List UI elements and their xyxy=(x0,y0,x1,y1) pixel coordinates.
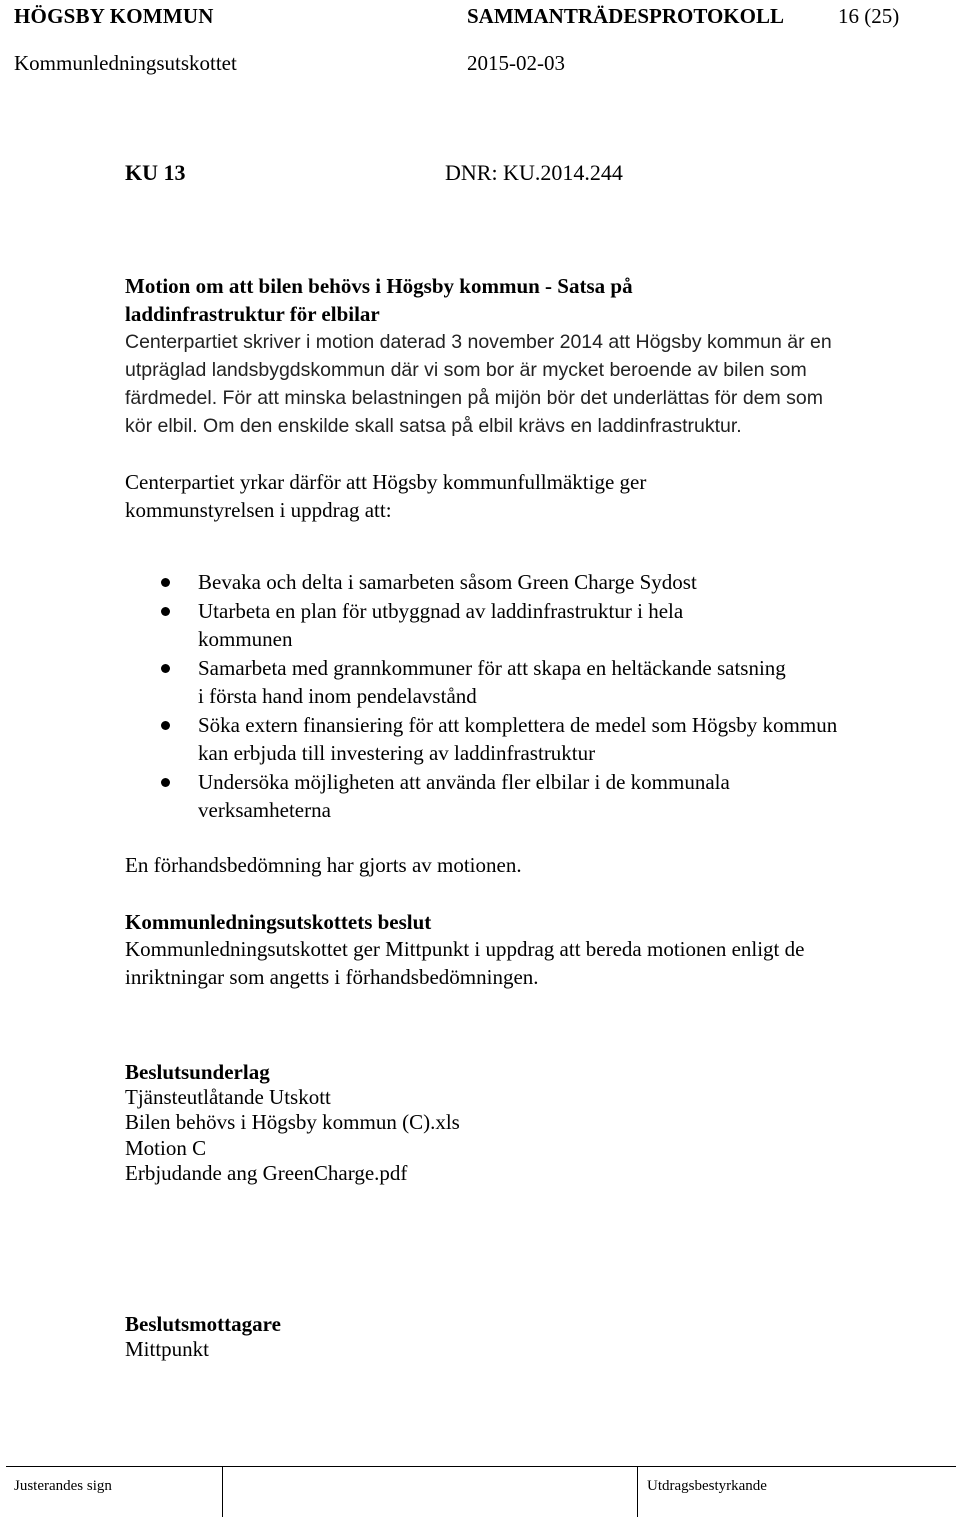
document-title: SAMMANTRÄDESPROTOKOLL xyxy=(467,4,784,28)
footer-divider xyxy=(6,1466,956,1467)
basis-item: Erbjudande ang GreenCharge.pdf xyxy=(125,1161,408,1185)
motion-request: Centerpartiet yrkar därför att Högsby kommunfullmäktige ger kommunstyrelsen i uppdrag att: xyxy=(125,470,647,522)
list-item-text: Undersöka möjligheten att använda fler elbilar i de kommunala verksamheterna xyxy=(198,769,730,822)
basis-heading: Beslutsunderlag xyxy=(125,1059,270,1084)
bullet-icon xyxy=(161,578,170,587)
footer-signature-label: Justerandes sign xyxy=(14,1478,112,1494)
list-item xyxy=(125,711,840,768)
footer-separator xyxy=(222,1467,223,1517)
diary-number: DNR: KU.2014.244 xyxy=(445,160,623,185)
meeting-date: 2015-02-03 xyxy=(467,51,565,75)
protocol-body xyxy=(125,272,845,1362)
motion-title: Motion om att bilen behövs i Högsby kommun - Satsa på laddinfrastruktur för elbilar xyxy=(125,274,633,326)
decision-heading: Kommunledningsutskottets beslut xyxy=(125,909,432,934)
case-number: KU 13 xyxy=(125,160,186,185)
list-item-text: Samarbeta med grannkommuner för att skapa en heltäckande satsning i första hand inom pendelavstånd xyxy=(198,655,786,708)
footer-separator xyxy=(637,1467,638,1517)
bullet-icon xyxy=(161,607,170,616)
preliminary-assessment: En förhandsbedömning har gjorts av motionen. xyxy=(125,852,522,877)
list-item-text: Utarbeta en plan för utbyggnad av laddinfrastruktur i hela kommunen xyxy=(198,598,684,651)
bullet-icon xyxy=(161,721,170,730)
list-item xyxy=(125,654,788,711)
decision-text: Kommunledningsutskottet ger Mittpunkt i uppdrag att bereda motionen enligt de inriktningar som angetts i förhandsbedömningen. xyxy=(125,936,805,989)
motion-intro: Centerpartiet skriver i motion daterad 3 november 2014 att Högsby kommun är en utpräglad landsbygdskommun där vi som bor är mycket beroende av bilen som färdmedel. För att minska belastningen på mijön bör det underlättas för dem som kör elbil. Om den enskilde skall satsa på elbil krävs en laddinfrastruktur. xyxy=(125,331,832,437)
bullet-icon xyxy=(161,664,170,673)
list-item xyxy=(125,597,718,654)
bullet-icon xyxy=(161,778,170,787)
basis-item: Motion C xyxy=(125,1135,207,1160)
list-item-text: Bevaka och delta i samarbeten såsom Green Charge Sydost xyxy=(198,570,697,594)
recipient-item: Mittpunkt xyxy=(125,1336,210,1361)
page-number: 16 (25) xyxy=(838,4,900,28)
municipality-name: HÖGSBY KOMMUN xyxy=(14,4,214,28)
basis-item: Tjänsteutlåtande Utskott xyxy=(125,1084,331,1109)
list-item xyxy=(125,568,718,597)
basis-item: Bilen behövs i Högsby kommun (C).xls xyxy=(125,1110,460,1134)
request-list xyxy=(125,568,845,825)
committee-name: Kommunledningsutskottet xyxy=(14,51,237,75)
footer-certification-label: Utdragsbestyrkande xyxy=(647,1478,767,1494)
list-item xyxy=(125,768,810,825)
list-item-text: Söka extern finansiering för att komplettera de medel som Högsby kommun kan erbjuda till investering av laddinfrastruktur xyxy=(198,712,838,765)
recipients-heading: Beslutsmottagare xyxy=(125,1311,281,1336)
